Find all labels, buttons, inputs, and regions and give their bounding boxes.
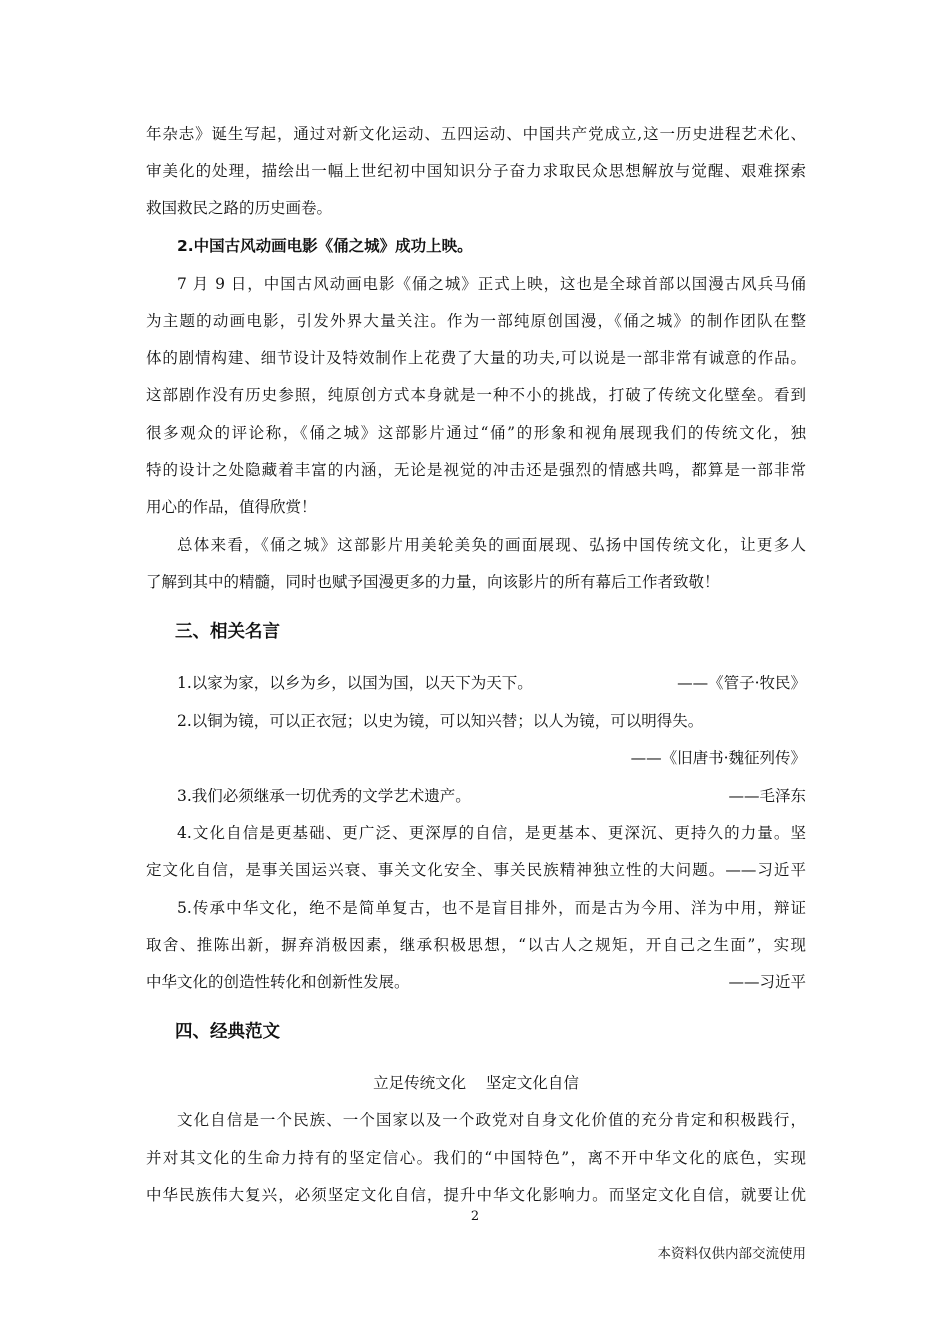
paragraph-line: 用心的作品，值得欣赏！	[146, 498, 317, 516]
quote-text: 定文化自信，是事关国运兴衰、事关文化安全、事关民族精神独立性的大问题。——习近平	[146, 861, 806, 879]
quote-text: 5.传承中华文化，绝不是简单复古，也不是盲目排外，而是古为今用、洋为中用，辩证	[177, 899, 806, 917]
quote-text: 4.文化自信是更基础、更广泛、更深厚的自信，是更基本、更深沉、更持久的力量。坚	[177, 824, 806, 842]
section-title: 三、相关名言	[175, 622, 280, 642]
paragraph-line: 中华民族伟大复兴，必须坚定文化自信，提升中华文化影响力。而坚定文化自信，就要让优	[146, 1186, 806, 1204]
paragraph-line: 审美化的处理，描绘出一幅上世纪初中国知识分子奋力求取民众思想解放与觉醒、艰难探索	[146, 162, 806, 180]
quote-3	[177, 786, 806, 806]
quote-text: 1.以家为家，以乡为乡，以国为国，以天下为天下。	[177, 674, 533, 692]
paragraph-line: 年杂志》诞生写起，通过对新文化运动、五四运动、中国共产党成立,这一历史进程艺术化、	[146, 125, 806, 143]
footer-note: 本资料仅供内部交流使用	[657, 1246, 806, 1262]
quote-1	[177, 673, 806, 693]
paragraph-line: 救国救民之路的历史画卷。	[146, 199, 333, 217]
paragraph-line: 体的剧情构建、细节设计及特效制作上花费了大量的功夫,可以说是一部非常有诚意的作品。	[146, 349, 806, 367]
section-title: 四、经典范文	[175, 1022, 280, 1042]
paragraph-line: 7 月 9 日，中国古风动画电影《俑之城》正式上映，这也是全球首部以国漫古风兵马俑	[177, 275, 806, 293]
quote-source: ——《管子·牧民》	[677, 674, 806, 692]
quote-source: ——毛泽东	[728, 787, 806, 805]
paragraph-line: 很多观众的评论称，《俑之城》这部影片通过“俑”的形象和视角展现我们的传统文化，独	[146, 424, 806, 442]
quote-5-end	[146, 972, 806, 992]
paragraph-line: 特的设计之处隐藏着丰富的内涵，无论是视觉的冲击还是强烈的情感共鸣，都算是一部非常	[146, 461, 806, 479]
quote-text: 3.我们必须继承一切优秀的文学艺术遗产。	[177, 787, 471, 805]
paragraph-line: 并对其文化的生命力持有的坚定信心。我们的“中国特色”，离不开中华文化的底色，实现	[146, 1149, 806, 1167]
item-heading: 2.中国古风动画电影《俑之城》成功上映。	[177, 237, 473, 255]
paragraph-line: 总体来看，《俑之城》这部影片用美轮美奂的画面展现、弘扬中国传统文化，让更多人	[177, 536, 806, 554]
page-number: 2	[470, 1209, 480, 1224]
essay-title: 立足传统文化 坚定文化自信	[373, 1074, 579, 1092]
paragraph-line: 了解到其中的精髓，同时也赋予国漫更多的力量，向该影片的所有幕后工作者致敬！	[146, 573, 720, 591]
quote-text: 取舍、推陈出新，摒弃消极因素，继承积极思想，“以古人之规矩，开自己之生面”，实现	[146, 936, 806, 954]
paragraph-line: 文化自信是一个民族、一个国家以及一个政党对自身文化价值的充分肯定和积极践行，	[177, 1111, 806, 1129]
quote-source: ——《旧唐书·魏征列传》	[630, 749, 806, 767]
quote-text: 中华文化的创造性转化和创新性发展。	[146, 973, 410, 991]
paragraph-line: 为主题的动画电影，引发外界大量关注。作为一部纯原创国漫，《俑之城》的制作团队在整	[146, 312, 806, 330]
quote-text: 2.以铜为镜，可以正衣冠；以史为镜，可以知兴替；以人为镜，可以明得失。	[177, 712, 704, 730]
quote-source: ——习近平	[728, 973, 806, 991]
paragraph-line: 这部剧作没有历史参照，纯原创方式本身就是一种不小的挑战，打破了传统文化壁垒。看到	[146, 386, 806, 404]
